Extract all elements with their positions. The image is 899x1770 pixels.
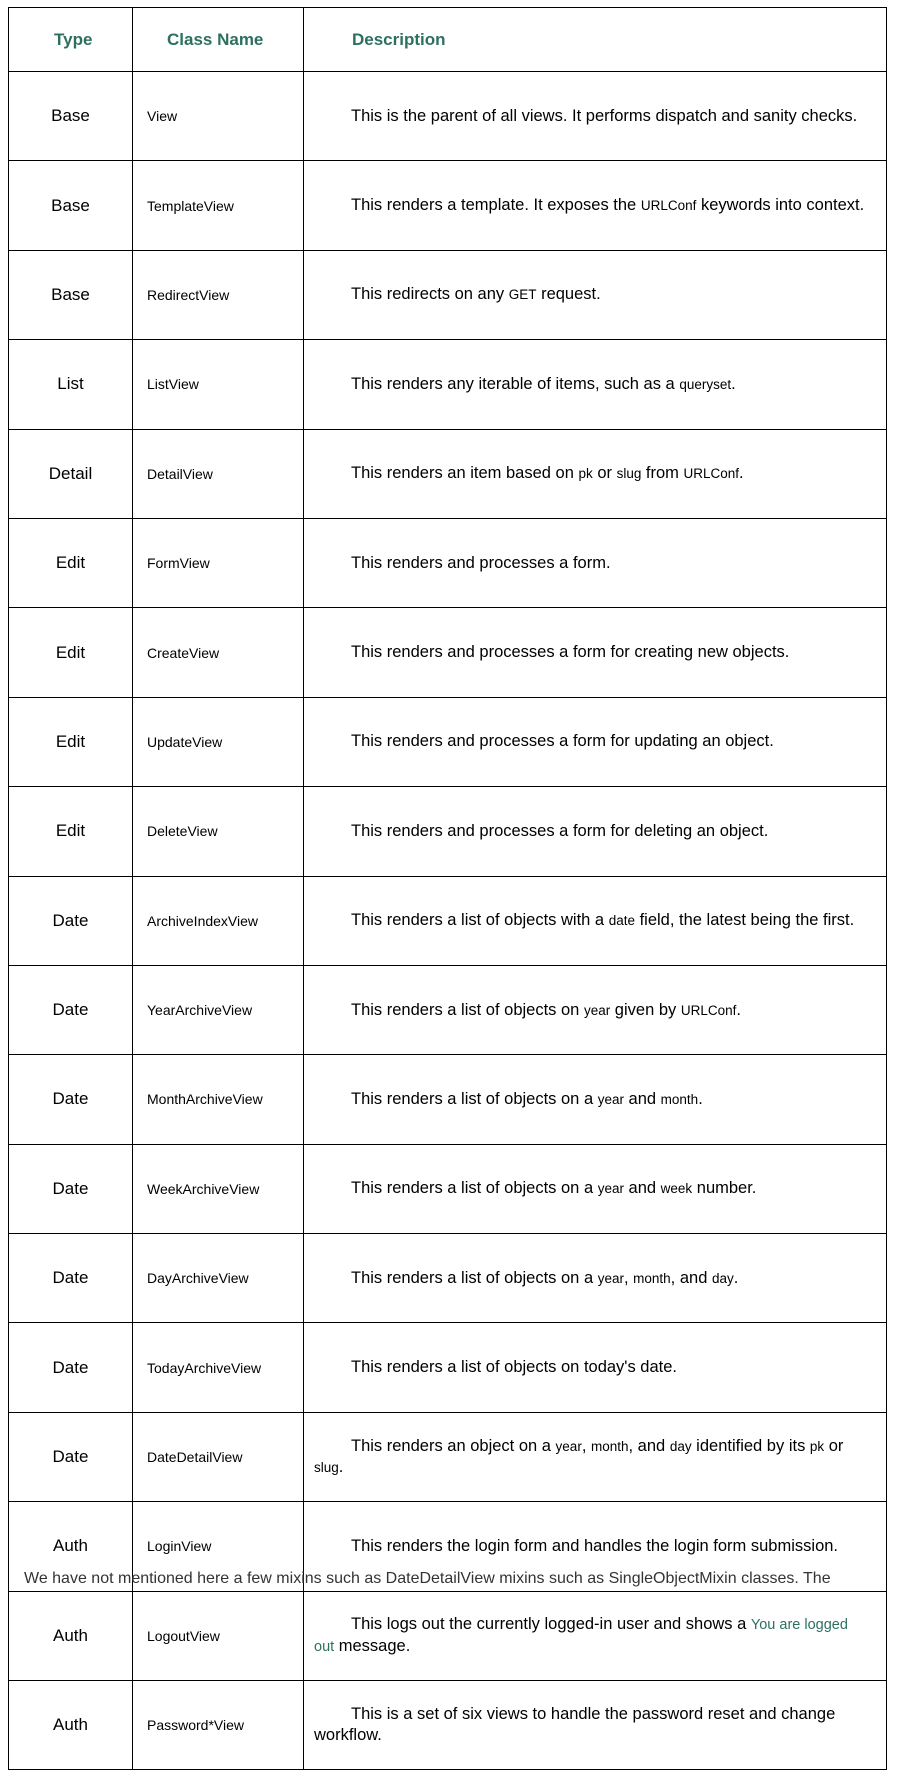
description-text: [314, 195, 872, 216]
text-segment: This renders and processes a form for creating new objects.: [351, 643, 790, 662]
description-text: [314, 1614, 872, 1658]
text-segment: and: [623, 1089, 661, 1108]
cell-description: [304, 608, 887, 697]
description-text: [314, 374, 872, 395]
cell-class-name: DeleteView: [133, 787, 304, 876]
cell-class-name: CreateView: [133, 608, 304, 697]
text-segment: This renders an object on a: [351, 1437, 556, 1456]
description-text: [314, 642, 872, 663]
highlighted-message: You are logged out: [314, 1616, 848, 1655]
description-text: [314, 1089, 872, 1110]
cell-class-name: LoginView: [133, 1502, 304, 1591]
text-segment: This renders a list of objects on a: [351, 1268, 598, 1287]
header-description: Description: [304, 8, 887, 72]
text-segment: This renders a list of objects with a: [351, 911, 609, 930]
table-row: [9, 1323, 887, 1412]
cell-class-name: DayArchiveView: [133, 1234, 304, 1323]
inline-code: year: [597, 1270, 624, 1286]
cell-class-name: ListView: [133, 340, 304, 429]
cell-type: Edit: [9, 697, 133, 786]
text-segment: number.: [692, 1179, 757, 1198]
cell-type: Base: [9, 250, 133, 339]
table-row: [9, 1412, 887, 1501]
cell-type: Base: [9, 72, 133, 161]
cell-description: [304, 876, 887, 965]
cell-class-name: YearArchiveView: [133, 965, 304, 1054]
table-row: [9, 1055, 887, 1144]
cell-description: [304, 787, 887, 876]
cell-description: [304, 1591, 887, 1680]
description-text: [314, 1436, 872, 1478]
text-segment: request.: [536, 285, 601, 304]
text-segment: This renders a template. It exposes the: [351, 196, 641, 215]
class-based-views-table: [8, 7, 887, 1770]
table-row: [9, 1144, 887, 1233]
cell-class-name: FormView: [133, 518, 304, 607]
text-segment: This renders the login form and handles the login form submission.: [351, 1536, 838, 1555]
cell-description: [304, 161, 887, 250]
text-segment: .: [731, 374, 736, 393]
table-row: [9, 787, 887, 876]
cell-class-name: MonthArchiveView: [133, 1055, 304, 1144]
table-row: [9, 250, 887, 339]
text-segment: This renders and processes a form for deleting an object.: [351, 821, 769, 840]
cell-class-name: Password*View: [133, 1681, 304, 1770]
text-segment: This renders a list of objects on: [351, 1000, 584, 1019]
text-segment: and: [623, 1179, 661, 1198]
table-row: [9, 697, 887, 786]
cell-type: Date: [9, 1144, 133, 1233]
description-text: [314, 1268, 872, 1289]
cell-class-name: LogoutView: [133, 1591, 304, 1680]
cell-description: [304, 1234, 887, 1323]
inline-code: URLConf: [683, 466, 740, 482]
text-segment: This renders and processes a form for updating an object.: [351, 732, 774, 751]
table-row: [9, 429, 887, 518]
cell-type: Detail: [9, 429, 133, 518]
inline-code: day: [711, 1270, 734, 1286]
cell-type: Date: [9, 1234, 133, 1323]
description-text: [314, 1704, 872, 1746]
cell-class-name: WeekArchiveView: [133, 1144, 304, 1233]
header-type: Type: [9, 8, 133, 72]
text-segment: This renders any iterable of items, such as a: [351, 374, 680, 393]
table-row: [9, 876, 887, 965]
cell-type: Date: [9, 1412, 133, 1501]
cell-type: Base: [9, 161, 133, 250]
text-segment: This renders a list of objects on today's date.: [351, 1358, 677, 1377]
text-segment: , and: [628, 1437, 670, 1456]
inline-code: month: [633, 1270, 671, 1286]
cell-description: [304, 250, 887, 339]
text-segment: .: [698, 1089, 703, 1108]
text-segment: .: [338, 1458, 344, 1477]
footer-paragraph: We have not mentioned here a few mixins such as DateDetailView mixins such as SingleObjectMixin classes. The: [24, 1570, 831, 1587]
cell-description: [304, 965, 887, 1054]
cell-class-name: DateDetailView: [133, 1412, 304, 1501]
inline-code: pk: [578, 466, 593, 482]
text-segment: This is the parent of all views. It performs dispatch and sanity checks.: [351, 106, 858, 125]
cell-description: [304, 697, 887, 786]
cell-description: [304, 340, 887, 429]
text-segment: This renders a list of objects on a: [351, 1179, 598, 1198]
text-segment: This redirects on any: [351, 285, 509, 304]
text-segment: This is a set of six views to handle the password reset and change workflow.: [314, 1705, 836, 1745]
text-segment: This renders a list of objects on a: [351, 1089, 598, 1108]
cell-type: List: [9, 340, 133, 429]
table-row: [9, 1591, 887, 1680]
text-segment: This renders an item based on: [351, 464, 579, 483]
text-segment: .: [733, 1268, 739, 1287]
table-row: [9, 72, 887, 161]
cell-class-name: View: [133, 72, 304, 161]
text-segment: , and: [670, 1268, 712, 1287]
description-text: [314, 910, 872, 931]
cell-description: [304, 1412, 887, 1501]
description-text: [314, 1357, 872, 1378]
cell-type: Edit: [9, 608, 133, 697]
text-segment: .: [736, 1000, 741, 1019]
inline-code: year: [597, 1181, 624, 1197]
text-segment: or: [824, 1437, 844, 1456]
table-row: [9, 340, 887, 429]
description-text: [314, 1000, 872, 1021]
text-segment: ,: [581, 1437, 591, 1456]
inline-code: day: [669, 1439, 692, 1455]
inline-code: year: [583, 1002, 611, 1018]
cell-description: [304, 1681, 887, 1770]
description-text: [314, 1536, 872, 1557]
text-segment: field, the latest being the first.: [634, 911, 855, 930]
inline-code: queryset: [679, 376, 732, 392]
cell-type: Date: [9, 1055, 133, 1144]
cell-type: Date: [9, 876, 133, 965]
text-segment: or: [592, 464, 617, 483]
description-text: [314, 553, 872, 574]
text-segment: from: [641, 464, 684, 483]
description-text: [314, 731, 872, 752]
description-text: [314, 821, 872, 842]
cell-type: Date: [9, 1323, 133, 1412]
inline-code: month: [590, 1439, 629, 1455]
inline-code: URLConf: [640, 198, 697, 214]
inline-code: year: [597, 1091, 624, 1107]
table-row: [9, 608, 887, 697]
table-row: [9, 161, 887, 250]
cell-class-name: RedirectView: [133, 250, 304, 339]
inline-code: month: [660, 1091, 699, 1107]
cell-description: [304, 1055, 887, 1144]
cell-type: Auth: [9, 1591, 133, 1680]
table-row: [9, 518, 887, 607]
table-row: [9, 1681, 887, 1770]
cell-description: [304, 429, 887, 518]
description-text: [314, 1178, 872, 1199]
text-segment: This logs out the currently logged-in user and shows a: [351, 1614, 751, 1633]
cell-type: Edit: [9, 518, 133, 607]
cell-class-name: UpdateView: [133, 697, 304, 786]
cell-description: [304, 1323, 887, 1412]
cell-description: [304, 518, 887, 607]
inline-code: slug: [616, 466, 642, 482]
cell-class-name: TodayArchiveView: [133, 1323, 304, 1412]
text-segment: ,: [623, 1268, 634, 1287]
cell-description: [304, 1144, 887, 1233]
cell-class-name: DetailView: [133, 429, 304, 518]
text-segment: This renders and processes a form.: [351, 553, 611, 572]
table-row: [9, 1234, 887, 1323]
description-text: [314, 106, 872, 127]
text-segment: identified by its: [691, 1437, 810, 1456]
inline-code: slug: [314, 1460, 339, 1476]
table-header-row: [9, 8, 887, 72]
inline-code: week: [660, 1181, 693, 1197]
inline-code: date: [608, 913, 635, 929]
cell-type: Auth: [9, 1681, 133, 1770]
cell-type: Auth: [9, 1502, 133, 1591]
description-text: [314, 463, 872, 484]
inline-code: pk: [809, 1439, 825, 1455]
table-row: [9, 965, 887, 1054]
cell-type: Edit: [9, 787, 133, 876]
text-segment: message.: [334, 1636, 411, 1655]
cell-class-name: TemplateView: [133, 161, 304, 250]
cell-type: Date: [9, 965, 133, 1054]
inline-code: URLConf: [680, 1002, 737, 1018]
text-segment: given by: [610, 1000, 681, 1019]
cell-description: [304, 72, 887, 161]
inline-code: year: [555, 1439, 582, 1455]
cell-class-name: ArchiveIndexView: [133, 876, 304, 965]
text-segment: keywords into context.: [696, 196, 865, 215]
description-text: [314, 284, 872, 305]
header-class-name: Class Name: [133, 8, 304, 72]
inline-code: GET: [508, 287, 537, 303]
text-segment: .: [739, 464, 744, 483]
